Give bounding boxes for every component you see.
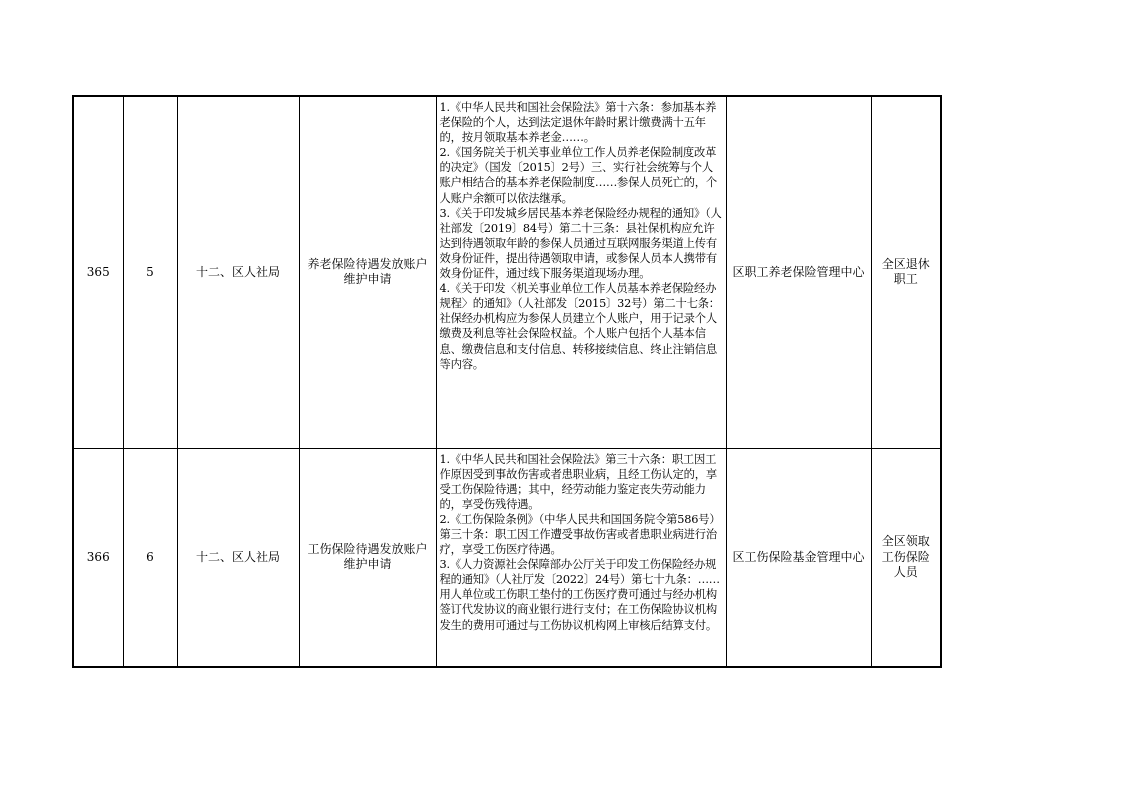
sub-seq-cell: 6 xyxy=(123,448,177,667)
agency-cell xyxy=(726,96,871,448)
basis-item: 1.《中华人民共和国社会保险法》第十六条：参加基本养老保险的个人，达到法定退休年龄时累计缴费满十五年的，按月领取基本养老金……。 xyxy=(439,101,717,145)
department-cell: 十二、区人社局 xyxy=(177,448,299,667)
item-name-cell xyxy=(299,448,436,667)
sub-seq-cell: 5 xyxy=(123,96,177,448)
subject-cell: 全区领取工伤保险人员 xyxy=(871,448,941,667)
item-name-cell xyxy=(299,96,436,448)
seq-cell: 365 xyxy=(73,96,123,448)
item-name: 养老保险待遇发放账户维护申请 xyxy=(307,257,428,287)
service-item-table xyxy=(72,95,942,668)
basis-item: 2.《国务院关于机关事业单位工作人员养老保险制度改革的决定》（国发〔2015〕2号）三、实行社会统筹与个人账户相结合的基本养老保险制度……参保人员死亡的，个人账户余额可以依法继承。 xyxy=(439,146,717,205)
basis-item: 1.《中华人民共和国社会保险法》第三十六条：职工因工作原因受到事故伤害或者患职业病，且经工伤认定的，享受工伤保险待遇；其中，经劳动能力鉴定丧失劳动能力的，享受伤残待遇。 xyxy=(439,452,717,511)
basis-item: 3.《人力资源社会保障部办公厅关于印发工伤保险经办规程的通知》（人社厅发〔2022〕24号）第七十九条：……用人单位或工伤职工垫付的工伤医疗费可通过与经办机构签订代发协议的商业银行进行支付；在工伤保险协议机构发生的费用可通过与工伤协议机构网上审核后结算支付。 xyxy=(439,558,720,632)
agency-cell xyxy=(726,448,871,667)
legal-basis-cell xyxy=(436,96,726,448)
legal-basis-cell xyxy=(436,448,726,667)
item-name: 工伤保险待遇发放账户维护申请 xyxy=(307,542,428,572)
agency: 区职工养老保险管理中心 xyxy=(732,264,865,279)
department-cell: 十二、区人社局 xyxy=(177,96,299,448)
basis-item: 3.《关于印发城乡居民基本养老保险经办规程的通知》（人社部发〔2019〕84号）第二十三条：县社保机构应允许达到待遇领取年龄的参保人员通过互联网服务渠道上传有效身份证件，提出待遇领取申请，或参保人员本人携带有效身份证件，通过线下服务渠道现场办理。 xyxy=(439,206,722,281)
basis-item: 4.《关于印发〈机关事业单位工作人员基本养老保险经办规程〉的通知》（人社部发〔2015〕32号）第二十七条：社保经办机构应为参保人员建立个人账户，用于记录个人缴费及利息等社会保险权益。个人账户包括个人基本信息、缴费信息和支付信息、转移接续信息、终止注销信息等内容。 xyxy=(439,282,720,371)
subject-cell: 全区退休职工 xyxy=(871,96,941,448)
agency: 区工伤保险基金管理中心 xyxy=(732,549,865,564)
seq-cell: 366 xyxy=(73,448,123,667)
basis-item: 2.《工伤保险条例》（中华人民共和国国务院令第586号）第三十条：职工因工作遭受事故伤害或者患职业病进行治疗，享受工伤医疗待遇。 xyxy=(439,512,721,557)
table-row xyxy=(73,448,941,667)
table-row xyxy=(73,96,941,448)
